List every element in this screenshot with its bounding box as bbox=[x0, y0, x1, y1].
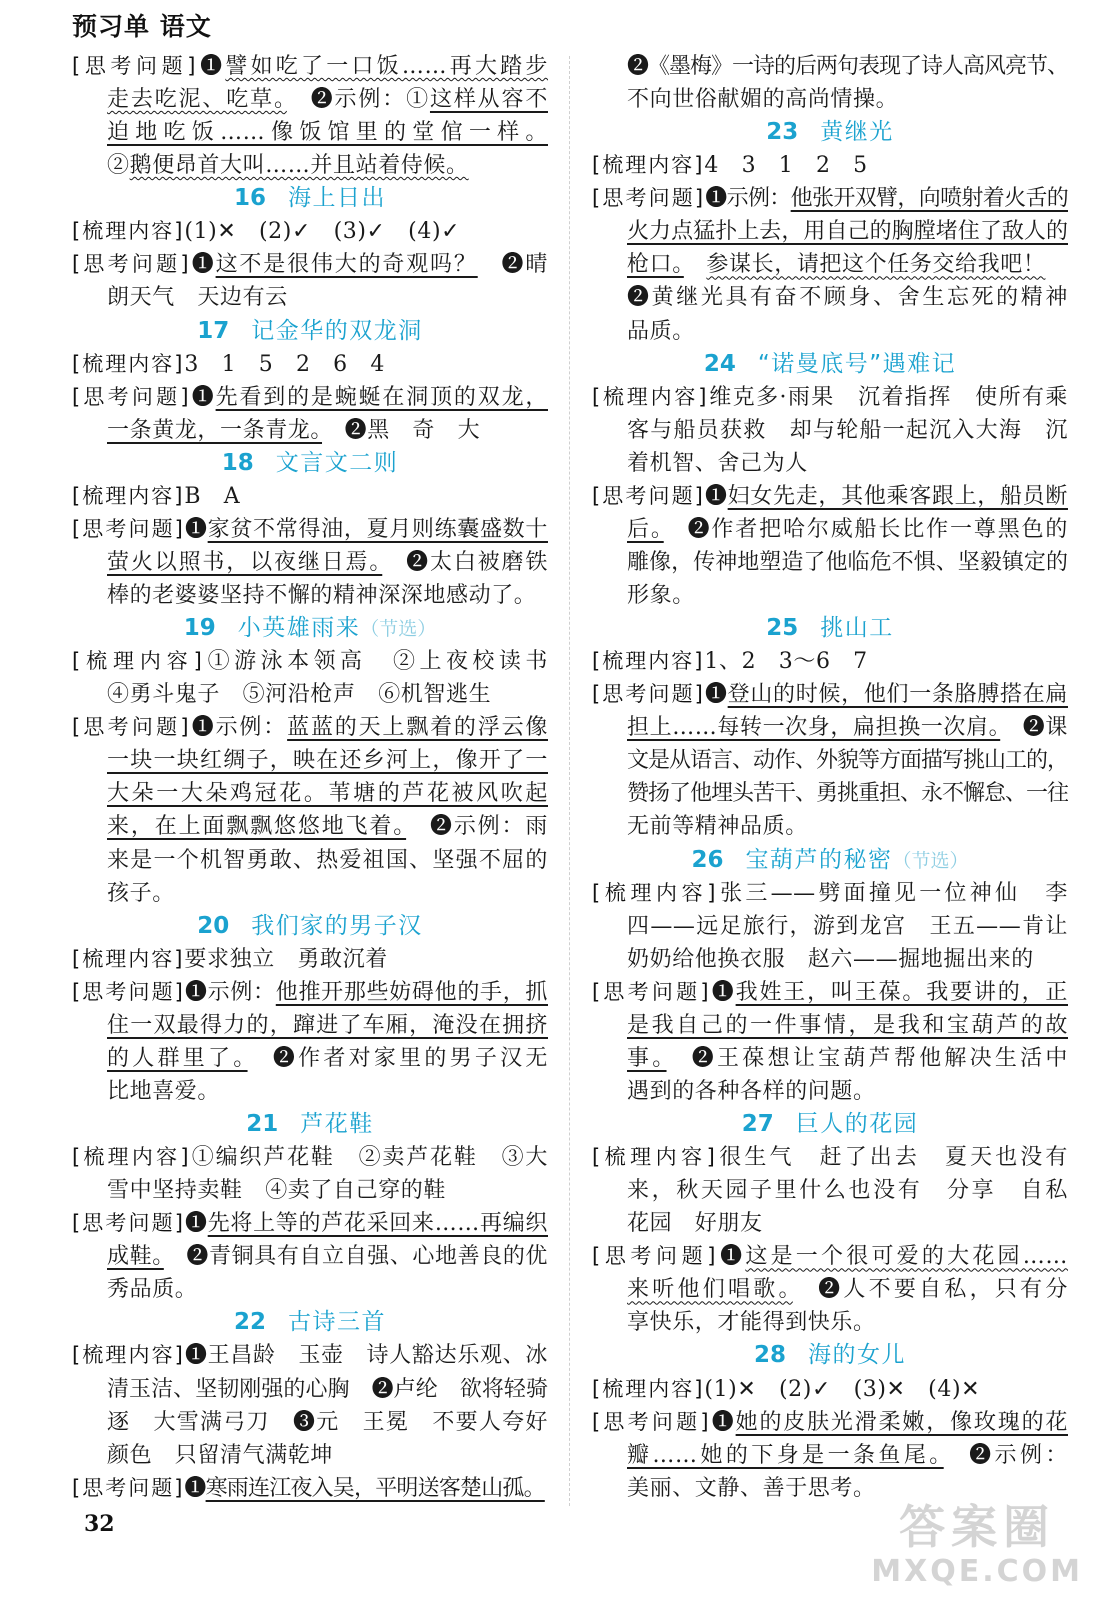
underlined-answer: 一条黄龙，一条青龙。 bbox=[107, 417, 323, 443]
lesson-heading bbox=[72, 182, 548, 215]
text-line bbox=[592, 711, 1068, 744]
answer-text: ❷示例：① bbox=[286, 87, 430, 113]
section-label: [思考问题] bbox=[72, 715, 191, 740]
answer-text: ❶ bbox=[717, 1244, 746, 1270]
answer-text: 来是一个机智勇敢、热爱祖国、坚强不屈的 bbox=[107, 847, 548, 873]
answer-text: ❶示例： bbox=[190, 715, 288, 741]
text-line bbox=[72, 976, 548, 1009]
section-label: [梳理内容] bbox=[592, 1145, 717, 1170]
text-line bbox=[592, 447, 1068, 480]
section-label: [梳理内容] bbox=[592, 1376, 705, 1401]
text-line bbox=[592, 645, 1068, 678]
section-label: [思考问题] bbox=[592, 1409, 711, 1434]
text-line bbox=[592, 744, 1068, 777]
underlined-answer: 大朵一大朵鸡冠花。苇塘的芦花被风吹起 bbox=[107, 781, 548, 807]
answer-text: ❷课 bbox=[1000, 715, 1068, 741]
lesson-heading bbox=[72, 1306, 548, 1339]
lesson-number: 19 bbox=[183, 615, 216, 642]
answer-text: 1、2 3～6 7 bbox=[704, 649, 868, 675]
lesson-title: 我们家的男子汉 bbox=[251, 912, 423, 939]
answer-text: ❷作者把哈尔威船长比作一尊黑色的 bbox=[663, 516, 1068, 542]
lesson-number: 27 bbox=[741, 1111, 774, 1137]
answer-text: 比地喜爱。 bbox=[107, 1078, 221, 1104]
text-line bbox=[72, 877, 548, 910]
underlined-answer: 这不是很伟大的奇观吗？ bbox=[215, 252, 478, 278]
answer-text: 享快乐，才能得到快乐。 bbox=[627, 1310, 876, 1336]
text-line bbox=[72, 1373, 548, 1406]
underlined-answer: 登山的时候，他们一条胳膊搭在扁 bbox=[727, 682, 1068, 708]
lesson-title: 海上日出 bbox=[288, 185, 386, 212]
underlined-answer: 担上……每转一次身，扁担换一次肩。 bbox=[627, 715, 1001, 741]
underlined-answer: 是我自己的一件事情，是我和宝葫芦的故 bbox=[627, 1012, 1068, 1038]
lesson-number: 24 bbox=[703, 350, 736, 377]
wavy-underlined-answer: 譬如吃了一口饭……再大踏步 bbox=[225, 54, 548, 79]
text-line bbox=[592, 1373, 1068, 1406]
section-label: [思考问题] bbox=[72, 516, 185, 541]
answer-text: ❶ bbox=[190, 252, 216, 278]
answer-text: (1)✕ (2)✓ (3)✕ (4)✕ bbox=[704, 1376, 981, 1402]
answer-text: 4 3 1 2 5 bbox=[704, 153, 868, 179]
answer-text: 朗天气 天边有云 bbox=[107, 285, 288, 311]
wavy-underlined-answer: 这是一个很可爱的大花园…… bbox=[745, 1244, 1068, 1270]
lesson-number: 18 bbox=[221, 449, 254, 476]
section-label: [思考问题] bbox=[592, 1244, 718, 1269]
watermark-site: MXQE.COM bbox=[871, 1554, 1083, 1589]
answer-text: 赞扬了他埋头苦干、勇挑重担、永不懈怠、一往 bbox=[627, 781, 1068, 807]
section-label: [思考问题] bbox=[592, 483, 705, 508]
text-line bbox=[592, 248, 1068, 281]
section-label: [梳理内容] bbox=[72, 1343, 185, 1368]
lesson-title: 芦花鞋 bbox=[300, 1111, 374, 1137]
answer-text: 颜色 只留清气满乾坤 bbox=[107, 1442, 334, 1468]
lesson-title: 古诗三首 bbox=[288, 1309, 386, 1336]
underlined-answer: 的人群里了。 bbox=[107, 1045, 248, 1071]
underlined-answer: 来，在上面飘飘悠悠地飞着。 bbox=[107, 814, 407, 840]
text-line bbox=[72, 116, 548, 149]
lesson-heading bbox=[592, 116, 1068, 149]
text-line bbox=[72, 943, 548, 976]
answer-text: ❷示例： bbox=[943, 1442, 1068, 1468]
answer-text: B A bbox=[184, 483, 241, 509]
lesson-number: 28 bbox=[753, 1342, 786, 1369]
answer-text: 四——远足旅行，游到龙宫 王五——肯让 bbox=[627, 913, 1068, 939]
text-line bbox=[592, 50, 1068, 83]
answer-text: 孩子。 bbox=[107, 880, 175, 906]
text-line bbox=[72, 248, 548, 281]
underlined-answer: 他张开双臂，向喷射着火舌的 bbox=[790, 186, 1068, 212]
section-label: [梳理内容] bbox=[72, 1145, 191, 1170]
text-line bbox=[72, 480, 548, 513]
answer-text: ❷青铜具有自立自强、心地善良的优 bbox=[163, 1244, 548, 1270]
lesson-title: 巨人的花园 bbox=[795, 1111, 919, 1137]
text-line bbox=[592, 513, 1068, 546]
text-line bbox=[72, 149, 548, 182]
text-line bbox=[72, 348, 548, 381]
lesson-number: 25 bbox=[766, 615, 799, 642]
lesson-heading bbox=[592, 844, 1068, 877]
answer-text: ❶示例： bbox=[705, 186, 791, 212]
underlined-answer: 这样从容不 bbox=[429, 87, 548, 113]
text-line bbox=[72, 546, 548, 579]
wavy-underlined-answer: 参谋长，请把这个任务交给我吧！ bbox=[706, 252, 1046, 278]
text-line bbox=[72, 645, 548, 678]
answer-text: 要求独立 勇敢沉着 bbox=[184, 946, 388, 972]
answer-text: 张三——劈面撞见一位神仙 李 bbox=[717, 880, 1068, 906]
answer-text: 文是从语言、动作、外貌等方面描写挑山工的， bbox=[627, 748, 1068, 774]
text-line bbox=[592, 215, 1068, 248]
text-line bbox=[72, 711, 548, 744]
section-label: [思考问题] bbox=[592, 186, 706, 211]
lesson-heading bbox=[72, 315, 548, 348]
text-line bbox=[592, 943, 1068, 976]
underlined-answer: 我姓王，叫王葆。我要讲的，正 bbox=[735, 979, 1068, 1005]
lesson-number: 23 bbox=[766, 119, 799, 146]
text-line bbox=[72, 1472, 548, 1505]
answer-text: ❶ bbox=[184, 1211, 208, 1237]
text-line bbox=[72, 1174, 548, 1207]
text-line bbox=[592, 1009, 1068, 1042]
text-line bbox=[592, 1075, 1068, 1108]
answer-text: 雕像，传神地塑造了他临危不惧、坚毅镇定的 bbox=[627, 549, 1068, 575]
lesson-title: 宝葫芦的秘密 bbox=[745, 846, 893, 873]
text-line bbox=[592, 414, 1068, 447]
text-line bbox=[72, 1141, 548, 1174]
underlined-answer: 迫地吃饭……像饭馆里的堂倌一样。 bbox=[107, 120, 548, 146]
lesson-number: 26 bbox=[691, 846, 724, 873]
answer-text: 品质。 bbox=[627, 318, 695, 344]
answer-text: 秀品质。 bbox=[107, 1277, 198, 1303]
answer-text: ❶王昌龄 玉壶 诗人豁达乐观、冰 bbox=[184, 1343, 548, 1369]
text-line bbox=[72, 83, 548, 116]
answer-text: 来，秋天园子里什么也没有 分享 自私 bbox=[627, 1178, 1068, 1204]
text-line bbox=[592, 315, 1068, 348]
underlined-answer: 寒雨连江夜入吴，平明送客楚山孤。 bbox=[205, 1475, 545, 1501]
answer-text bbox=[684, 252, 707, 277]
answer-text: 棒的老婆婆坚持不懈的精神深深地感动了。 bbox=[107, 583, 537, 608]
answer-text: ❶ bbox=[190, 384, 216, 410]
underlined-answer: 后。 bbox=[627, 516, 664, 542]
answer-text: 3 1 5 2 6 4 bbox=[184, 351, 385, 377]
lesson-heading bbox=[72, 612, 548, 645]
lesson-heading bbox=[592, 612, 1068, 645]
answer-text: ①游泳本领高 ②上夜校读书 bbox=[203, 649, 548, 675]
text-line bbox=[592, 480, 1068, 513]
text-line bbox=[72, 579, 548, 612]
text-line bbox=[72, 744, 548, 777]
text-line bbox=[592, 1240, 1068, 1273]
text-line bbox=[72, 513, 548, 546]
answer-text: ❶ bbox=[704, 483, 728, 509]
answer-text: 花园 好朋友 bbox=[627, 1211, 763, 1237]
section-label: [梳理内容] bbox=[72, 351, 185, 376]
underlined-answer: 先将上等的芦花采回来……再编织 bbox=[207, 1211, 548, 1237]
lesson-number: 22 bbox=[233, 1309, 266, 1336]
text-line bbox=[72, 414, 548, 447]
answer-text: 无前等精神品质。 bbox=[627, 814, 808, 840]
text-line bbox=[72, 1207, 548, 1240]
underlined-answer: 瓣……她的下身是一条鱼尾。 bbox=[627, 1442, 944, 1468]
text-line bbox=[72, 777, 548, 810]
underlined-answer: 枪口。 bbox=[627, 252, 684, 278]
wavy-underlined-answer: 来听他们唱歌。 bbox=[627, 1277, 793, 1303]
lesson-title: 文言文二则 bbox=[275, 449, 399, 476]
lesson-title: 挑山工 bbox=[820, 615, 894, 642]
watermark-text: 答案圈 bbox=[899, 1500, 1056, 1554]
lesson-heading bbox=[592, 348, 1068, 381]
lesson-number: 20 bbox=[197, 912, 230, 939]
answer-text: 清玉洁、坚韧刚强的心胸 ❷卢纶 欲将轻骑 bbox=[107, 1376, 548, 1402]
answer-text: ❷王葆想让宝葫芦帮他解决生活中 bbox=[666, 1045, 1068, 1071]
lesson-heading bbox=[72, 1108, 548, 1141]
answer-text: 形象。 bbox=[627, 583, 695, 608]
text-line bbox=[592, 910, 1068, 943]
underlined-answer: 成鞋。 bbox=[107, 1244, 164, 1270]
section-label: [梳理内容] bbox=[72, 483, 185, 508]
answer-text: ❷黄继光具有奋不顾身、舍生忘死的精神 bbox=[627, 285, 1068, 311]
text-line bbox=[72, 381, 548, 414]
lesson-number: 21 bbox=[246, 1111, 279, 1137]
text-line bbox=[592, 777, 1068, 810]
answer-text: ❷人不要自私，只有分 bbox=[792, 1277, 1068, 1303]
answer-text: ❷黑 奇 大 bbox=[322, 417, 481, 443]
column-divider bbox=[569, 56, 570, 1506]
page-number: 32 bbox=[84, 1511, 115, 1537]
text-line bbox=[592, 1306, 1068, 1339]
text-line bbox=[592, 678, 1068, 711]
page-header: 预习单 语文 bbox=[72, 12, 212, 41]
text-line bbox=[592, 1207, 1068, 1240]
wavy-underlined-answer: 走去吃泥、吃草。 bbox=[107, 87, 287, 113]
text-line bbox=[592, 810, 1068, 843]
answer-text: 逐 大雪满弓刀 ❸元 王冕 不要人夸好 bbox=[107, 1409, 548, 1435]
section-label: [思考问题] bbox=[72, 1211, 185, 1236]
section-label: [思考问题] bbox=[72, 54, 198, 78]
lesson-heading bbox=[72, 910, 548, 943]
underlined-answer: 住一双最得力的，蹿进了车厢，淹没在拥挤 bbox=[107, 1012, 548, 1038]
answer-text: ❷晴 bbox=[477, 252, 548, 278]
answer-text: 维克多·雨果 沉着指挥 使所有乘 bbox=[708, 384, 1068, 410]
text-line bbox=[592, 579, 1068, 612]
underlined-answer: 家贫不常得油，夏月则练囊盛数十 bbox=[207, 516, 548, 542]
text-line bbox=[592, 976, 1068, 1009]
text-line bbox=[72, 1009, 548, 1042]
text-line bbox=[592, 1406, 1068, 1439]
lesson-title: “诺曼底号”遇难记 bbox=[757, 350, 957, 377]
answer-text: ❶ bbox=[197, 54, 226, 79]
text-line bbox=[72, 215, 548, 248]
text-line bbox=[72, 810, 548, 843]
underlined-answer: 她的皮肤光滑柔嫩，像玫瑰的花 bbox=[735, 1409, 1068, 1435]
answer-text: 美丽、文静、善于思考。 bbox=[627, 1475, 876, 1501]
underlined-answer: 先看到的是蜿蜒在洞顶的双龙， bbox=[215, 384, 548, 410]
underlined-answer: 火力点猛扑上去，用自己的胸膛堵住了敌人的 bbox=[627, 219, 1068, 245]
text-line bbox=[592, 877, 1068, 910]
lesson-title: 黄继光 bbox=[820, 119, 894, 146]
underlined-answer: 蓝蓝的天上飘着的浮云像 bbox=[287, 715, 548, 741]
section-label: [梳理内容] bbox=[592, 880, 718, 905]
underlined-answer: 妇女先走，其他乘客跟上，船员断 bbox=[727, 483, 1068, 509]
answer-text: ❶ bbox=[710, 1409, 736, 1435]
text-line bbox=[72, 1240, 548, 1273]
right-column bbox=[592, 50, 1068, 1505]
answer-text: ② bbox=[107, 153, 130, 179]
answer-text: ❶ bbox=[704, 682, 728, 708]
text-line bbox=[72, 1439, 548, 1472]
answer-text: 不向世俗献媚的高尚情操。 bbox=[627, 87, 899, 113]
lesson-heading bbox=[592, 1108, 1068, 1141]
text-line bbox=[592, 381, 1068, 414]
text-line bbox=[592, 1141, 1068, 1174]
text-line bbox=[72, 1273, 548, 1306]
answer-text: 雪中坚持卖鞋 ④卖了自己穿的鞋 bbox=[107, 1178, 447, 1204]
lesson-note: （节选） bbox=[892, 849, 969, 872]
watermark bbox=[871, 1500, 1083, 1590]
answer-text: (1)✕ (2)✓ (3)✓ (4)✓ bbox=[184, 219, 461, 245]
section-label: [梳理内容] bbox=[72, 946, 185, 971]
left-column bbox=[72, 50, 548, 1505]
text-line bbox=[72, 1075, 548, 1108]
lesson-title: 记金华的双龙洞 bbox=[251, 317, 423, 344]
section-label: [梳理内容] bbox=[592, 153, 705, 178]
answer-text: ①编织芦花鞋 ②卖芦花鞋 ③大 bbox=[190, 1145, 548, 1171]
section-label: [梳理内容] bbox=[592, 384, 709, 409]
text-line bbox=[72, 844, 548, 877]
answer-text: ❶示例： bbox=[184, 979, 276, 1005]
lesson-heading bbox=[592, 1339, 1068, 1372]
text-line bbox=[592, 182, 1068, 215]
text-line bbox=[592, 83, 1068, 116]
section-label: [思考问题] bbox=[72, 979, 185, 1004]
answer-text: 很生气 赶了出去 夏天也没有 bbox=[716, 1145, 1068, 1171]
answer-text: ❶ bbox=[184, 1475, 206, 1501]
section-label: [思考问题] bbox=[592, 682, 705, 707]
text-line bbox=[592, 149, 1068, 182]
answer-text: ❷太白被磨铁 bbox=[382, 549, 548, 575]
text-line bbox=[592, 1439, 1068, 1472]
wavy-underlined-answer: 鹅便昂首大叫……并且站着侍候。 bbox=[129, 153, 469, 179]
answer-text: ❷作者对家里的男子汉无 bbox=[247, 1045, 548, 1071]
section-label: [思考问题] bbox=[592, 979, 711, 1004]
text-line bbox=[592, 1174, 1068, 1207]
answer-text: ④勇斗鬼子 ⑤河沿枪声 ⑥机智逃生 bbox=[107, 682, 492, 708]
text-line bbox=[72, 678, 548, 711]
answer-text: ❷示例：雨 bbox=[406, 814, 548, 840]
answer-text: 客与船员获救 却与轮船一起沉入大海 沉 bbox=[627, 417, 1068, 443]
answer-text: ❶ bbox=[710, 979, 736, 1005]
underlined-answer: 他推开那些妨碍他的手，抓 bbox=[275, 979, 548, 1005]
lesson-note: （节选） bbox=[360, 618, 437, 641]
lesson-number: 16 bbox=[233, 185, 266, 212]
text-line bbox=[72, 281, 548, 314]
text-line bbox=[72, 1406, 548, 1439]
answer-text: 奶奶给他换衣服 赵六——掘地掘出来的 bbox=[627, 946, 1034, 972]
text-line bbox=[72, 1339, 548, 1372]
answer-text: ❷《墨梅》一诗的后两句表现了诗人高风亮节、 bbox=[627, 54, 1068, 79]
text-line bbox=[72, 50, 548, 83]
section-label: [思考问题] bbox=[72, 384, 191, 409]
lesson-title: 小英雄雨来 bbox=[237, 615, 361, 642]
text-line bbox=[72, 1042, 548, 1075]
answer-text: 着机智、舍己为人 bbox=[627, 450, 808, 476]
lesson-number: 17 bbox=[197, 317, 230, 344]
answer-text: ❶ bbox=[184, 516, 208, 542]
section-label: [梳理内容] bbox=[592, 649, 705, 674]
lesson-title: 海的女儿 bbox=[808, 1342, 906, 1369]
underlined-answer: 事。 bbox=[627, 1045, 667, 1071]
section-label: [梳理内容] bbox=[72, 219, 185, 244]
text-line bbox=[592, 281, 1068, 314]
section-label: [思考问题] bbox=[72, 252, 191, 277]
text-line bbox=[592, 1042, 1068, 1075]
lesson-heading bbox=[72, 447, 548, 480]
underlined-answer: 萤火以照书，以夜继日焉。 bbox=[107, 549, 383, 575]
text-line bbox=[592, 546, 1068, 579]
underlined-answer: 一块一块红绸子，映在还乡河上，像开了一 bbox=[107, 748, 548, 774]
text-line bbox=[592, 1273, 1068, 1306]
section-label: [梳理内容] bbox=[72, 649, 204, 674]
section-label: [思考问题] bbox=[72, 1475, 185, 1500]
answer-text: 遇到的各种各样的问题。 bbox=[627, 1078, 876, 1104]
